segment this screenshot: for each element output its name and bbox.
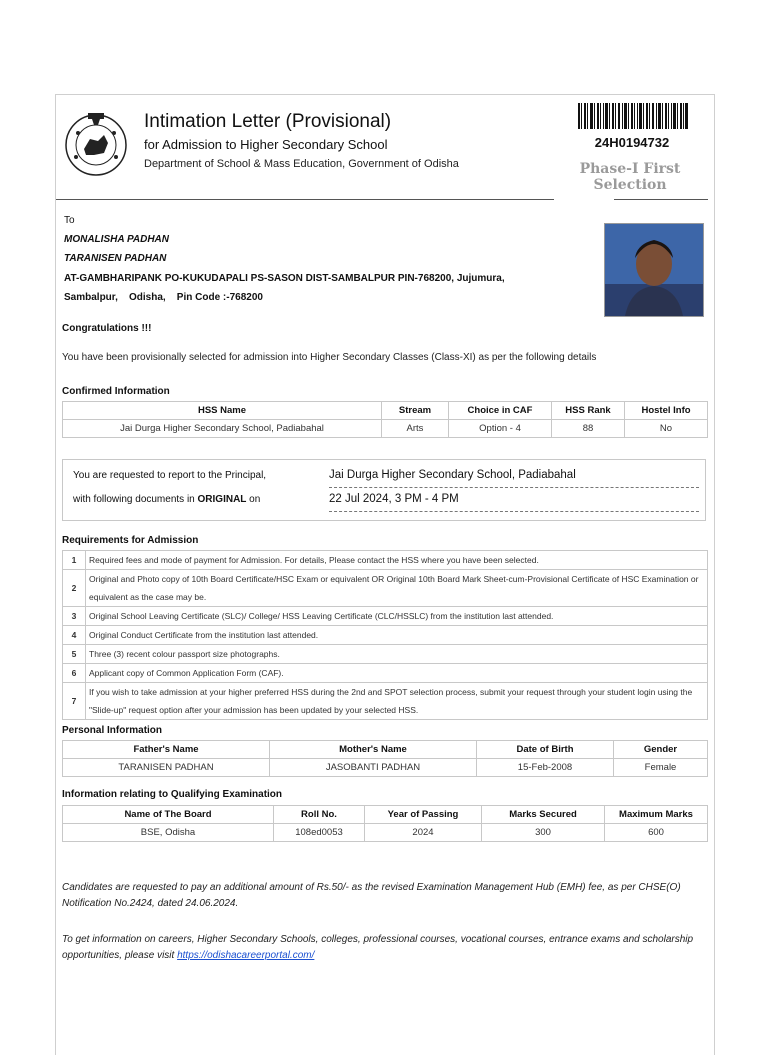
table-cell: 108ed0053 [274, 824, 365, 842]
requirement-number: 5 [63, 645, 86, 664]
report-instruction-box [62, 459, 706, 521]
table-header-row [63, 741, 708, 759]
requirement-number: 4 [63, 626, 86, 645]
barcode-icon [578, 103, 688, 129]
table-header: Name of The Board [63, 806, 274, 824]
fee-note: Candidates are requested to pay an additional amount of Rs.50/- as the revised Examination Management Hub (EMH) fee, as per CHSE(O) Notification No.2424, dated 24.06.2024. [62, 882, 681, 909]
table-header: HSS Name [63, 402, 382, 420]
dashed-divider [329, 487, 699, 488]
table-cell: JASOBANTI PADHAN [270, 759, 477, 777]
requirement-text: Original Conduct Certificate from the institution last attended. [86, 626, 708, 645]
requirement-row [63, 683, 708, 720]
table-header: Choice in CAF [449, 402, 552, 420]
phase-line-2: Selection [593, 177, 667, 193]
requirement-number: 3 [63, 607, 86, 626]
requirement-row [63, 607, 708, 626]
requirement-number: 2 [63, 570, 86, 607]
odisha-emblem-icon [64, 105, 128, 183]
career-note-text: To get information on careers, Higher Secondary Schools, colleges, professional courses, vocational courses, entrance exams and scholarship opportunities, please visit [62, 934, 694, 961]
requirement-row [63, 626, 708, 645]
department-name: Department of School & Mass Education, Government of Odisha [144, 158, 459, 170]
report-line-1: You are requested to report to the Principal, [73, 470, 267, 481]
confirmed-info-table [62, 401, 708, 438]
table-cell: BSE, Odisha [63, 824, 274, 842]
selection-intro: You have been provisionally selected for admission into Higher Secondary Classes (Class-XI) as per the following details [62, 352, 597, 363]
candidate-name: MONALISHA PADHAN [64, 234, 169, 245]
career-portal-link[interactable]: https://odishacareerportal.com/ [177, 950, 315, 961]
application-number: 24H0194732 [594, 135, 670, 150]
table-cell: 300 [482, 824, 605, 842]
table-cell: 2024 [365, 824, 482, 842]
table-cell: No [625, 420, 708, 438]
table-header-row [63, 402, 708, 420]
table-cell: Female [614, 759, 708, 777]
table-cell: Arts [382, 420, 449, 438]
requirement-text: If you wish to take admission at your higher preferred HSS during the 2nd and SPOT selection process, submit your request through your student login using the "Slide-up" request option after your admission has been updated by your selected HSS. [86, 683, 708, 720]
table-header: Roll No. [274, 806, 365, 824]
guardian-name: TARANISEN PADHAN [64, 253, 167, 264]
table-header: HSS Rank [552, 402, 625, 420]
table-header: Hostel Info [625, 402, 708, 420]
requirement-row [63, 551, 708, 570]
report-school: Jai Durga Higher Secondary School, Padiabahal [329, 469, 576, 481]
table-cell: Option - 4 [449, 420, 552, 438]
requirement-number: 6 [63, 664, 86, 683]
requirement-row [63, 570, 708, 607]
table-header: Gender [614, 741, 708, 759]
candidate-photo [604, 223, 704, 317]
table-header: Stream [382, 402, 449, 420]
congratulations-text: Congratulations !!! [62, 323, 152, 334]
table-row [63, 824, 708, 842]
requirement-number: 7 [63, 683, 86, 720]
personal-info-table [62, 740, 708, 777]
address-line-2: Sambalpur, Odisha, Pin Code :-768200 [64, 292, 263, 303]
table-cell: Jai Durga Higher Secondary School, Padiabahal [63, 420, 382, 438]
table-cell: TARANISEN PADHAN [63, 759, 270, 777]
table-header: Maximum Marks [605, 806, 708, 824]
requirement-text: Original and Photo copy of 10th Board Certificate/HSC Exam or equivalent OR Original 10th Board Mark Sheet-cum-Provisional Certificate of HSC Examination or equivalent as the case may be. [86, 570, 708, 607]
original-emphasis: ORIGINAL [197, 494, 247, 505]
confirmed-info-heading: Confirmed Information [62, 386, 170, 397]
report-line-2 [73, 494, 260, 505]
header-divider [56, 199, 554, 200]
requirement-text: Original School Leaving Certificate (SLC)/ College/ HSS Leaving Certificate (CLC/HSSLC) from the institution last attended. [86, 607, 708, 626]
table-header: Father's Name [63, 741, 270, 759]
career-note [62, 932, 707, 964]
table-cell: 88 [552, 420, 625, 438]
requirement-row [63, 645, 708, 664]
table-header: Date of Birth [477, 741, 614, 759]
table-row [63, 420, 708, 438]
requirement-text: Three (3) recent colour passport size photographs. [86, 645, 708, 664]
report-date-time: 22 Jul 2024, 3 PM - 4 PM [329, 493, 459, 505]
requirement-number: 1 [63, 551, 86, 570]
phase-line-1: Phase-I First [579, 161, 681, 177]
intimation-letter [55, 94, 715, 1055]
requirement-row [63, 664, 708, 683]
table-header-row [63, 806, 708, 824]
requirement-text: Required fees and mode of payment for Admission. For details, Please contact the HSS where you have been selected. [86, 551, 708, 570]
table-row [63, 759, 708, 777]
selection-phase [568, 161, 692, 193]
dashed-divider [329, 511, 699, 512]
header-divider-right [614, 199, 708, 200]
requirements-heading: Requirements for Admission [62, 535, 199, 546]
table-header: Marks Secured [482, 806, 605, 824]
requirement-text: Applicant copy of Common Application Form (CAF). [86, 664, 708, 683]
address-line-1: AT-GAMBHARIPANK PO-KUKUDAPALI PS-SASON DIST-SAMBALPUR PIN-768200, Jujumura, [64, 273, 505, 284]
qualifying-exam-table [62, 805, 708, 842]
table-header: Year of Passing [365, 806, 482, 824]
letter-title: Intimation Letter (Provisional) [144, 111, 392, 132]
qualifying-info-heading: Information relating to Qualifying Examination [62, 789, 283, 800]
to-label: To [64, 215, 75, 226]
report-line-2-prefix: with following documents in [73, 494, 198, 505]
table-cell: 600 [605, 824, 708, 842]
letter-subtitle: for Admission to Higher Secondary School [144, 137, 388, 152]
requirements-table [62, 550, 708, 720]
report-line-2-suffix: on [246, 494, 261, 505]
table-header: Mother's Name [270, 741, 477, 759]
table-cell: 15-Feb-2008 [477, 759, 614, 777]
personal-info-heading: Personal Information [62, 725, 163, 736]
